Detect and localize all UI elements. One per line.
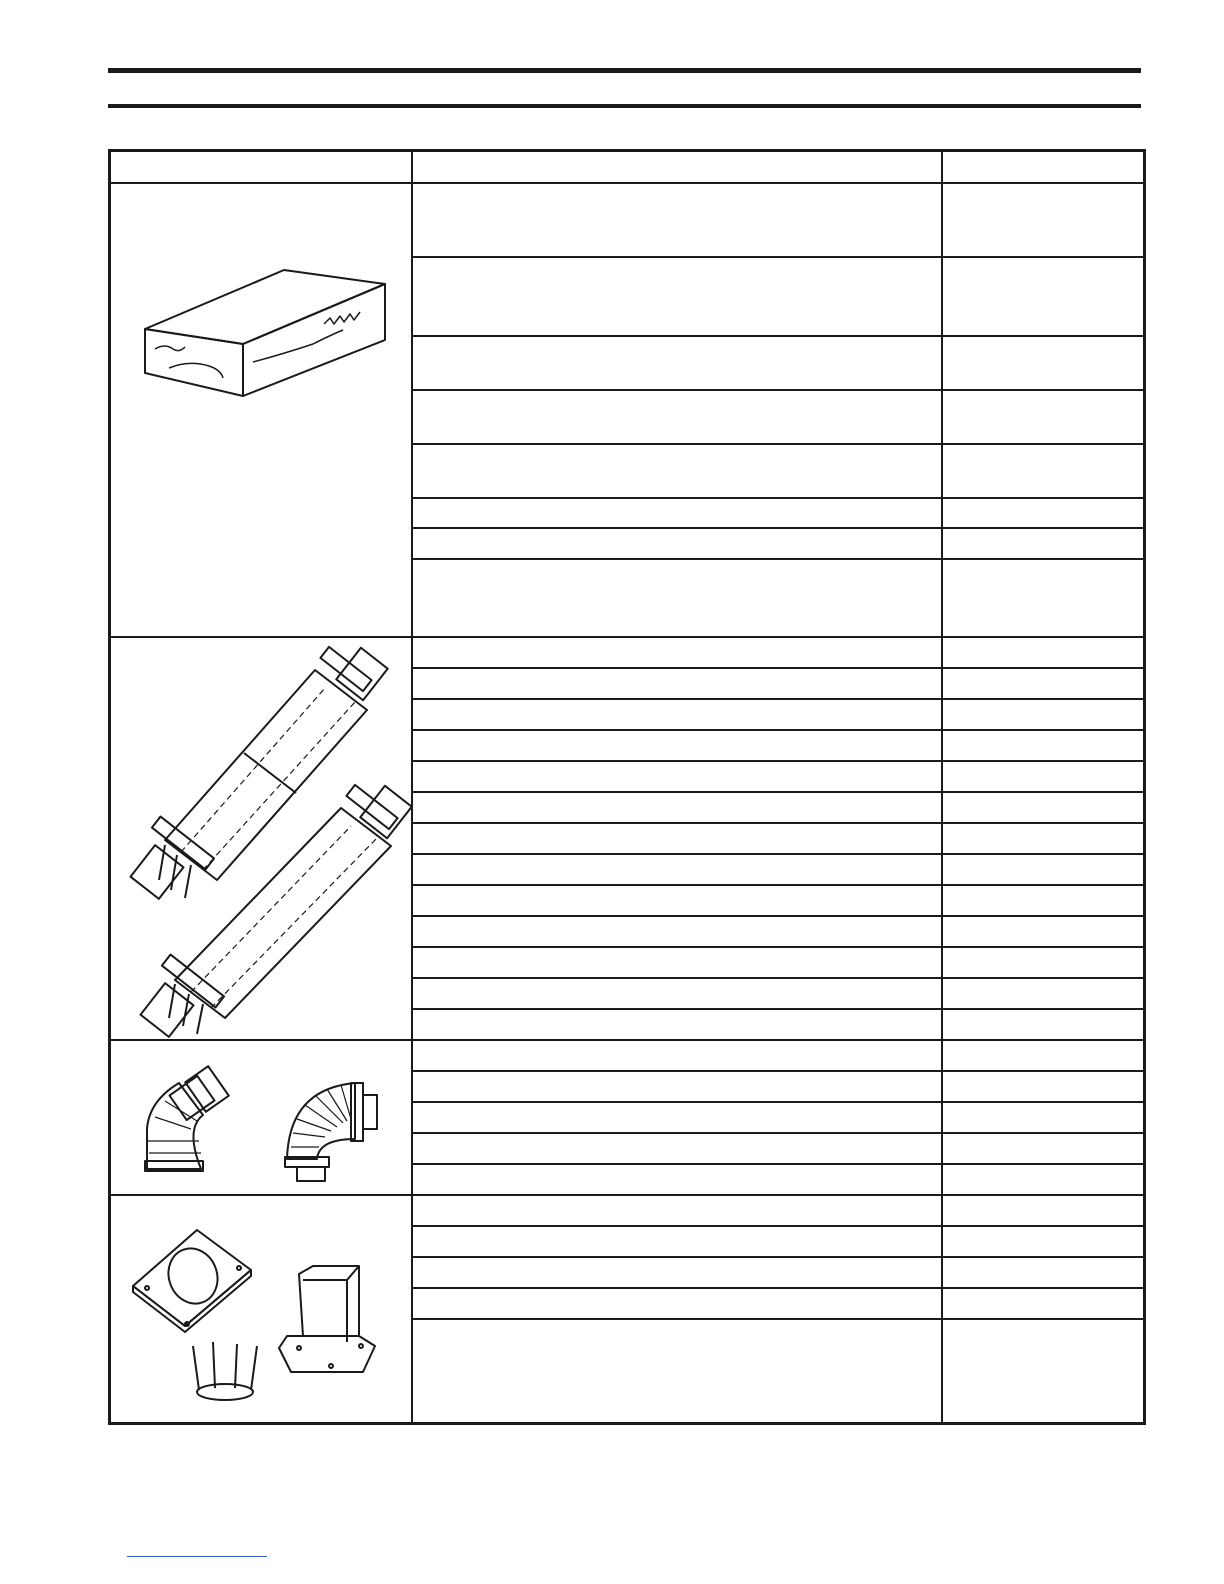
- row-part-number: [942, 390, 1145, 444]
- row-description: [412, 559, 942, 637]
- vent-pipe-sections-icon: [119, 640, 417, 1038]
- group-illustration: [110, 637, 412, 1040]
- header-description: [412, 151, 942, 184]
- row-description: [412, 1257, 942, 1288]
- row-description: [412, 1009, 942, 1040]
- table-row: [110, 1195, 1145, 1226]
- row-description: [412, 390, 942, 444]
- row-part-number: [942, 761, 1145, 792]
- row-part-number: [942, 1009, 1145, 1040]
- row-part-number: [942, 336, 1145, 390]
- group-illustration: [110, 183, 412, 637]
- row-description: [412, 1195, 942, 1226]
- row-part-number: [942, 183, 1145, 257]
- footer-link-underline[interactable]: [127, 1556, 267, 1557]
- row-description: [412, 1319, 942, 1423]
- row-part-number: [942, 1071, 1145, 1102]
- row-description: [412, 1164, 942, 1195]
- row-part-number: [942, 1164, 1145, 1195]
- row-part-number: [942, 947, 1145, 978]
- row-description: [412, 528, 942, 558]
- support-hardware-icon: [119, 1196, 417, 1422]
- row-description: [412, 637, 942, 668]
- row-part-number: [942, 1319, 1145, 1423]
- insulation-batt-icon: [119, 184, 417, 636]
- row-part-number: [942, 528, 1145, 558]
- parts-table: [108, 149, 1146, 1425]
- row-part-number: [942, 498, 1145, 528]
- row-part-number: [942, 730, 1145, 761]
- row-description: [412, 444, 942, 498]
- table-row: [110, 183, 1145, 257]
- row-description: [412, 183, 942, 257]
- row-description: [412, 1133, 942, 1164]
- row-part-number: [942, 257, 1145, 335]
- row-description: [412, 699, 942, 730]
- row-description: [412, 498, 942, 528]
- row-description: [412, 1040, 942, 1071]
- row-part-number: [942, 885, 1145, 916]
- row-part-number: [942, 1133, 1145, 1164]
- row-part-number: [942, 978, 1145, 1009]
- table-row: [110, 637, 1145, 668]
- row-part-number: [942, 559, 1145, 637]
- row-description: [412, 730, 942, 761]
- row-description: [412, 668, 942, 699]
- header-illustration: [110, 151, 412, 184]
- row-description: [412, 854, 942, 885]
- row-part-number: [942, 1226, 1145, 1257]
- row-description: [412, 916, 942, 947]
- row-part-number: [942, 823, 1145, 854]
- row-description: [412, 823, 942, 854]
- row-part-number: [942, 792, 1145, 823]
- row-description: [412, 1102, 942, 1133]
- table-header-row: [110, 151, 1145, 184]
- row-part-number: [942, 1288, 1145, 1319]
- row-description: [412, 1071, 942, 1102]
- row-description: [412, 792, 942, 823]
- row-description: [412, 257, 942, 335]
- row-description: [412, 978, 942, 1009]
- row-part-number: [942, 916, 1145, 947]
- row-part-number: [942, 1102, 1145, 1133]
- row-description: [412, 885, 942, 916]
- row-description: [412, 336, 942, 390]
- vent-elbows-icon: [119, 1043, 417, 1193]
- row-part-number: [942, 699, 1145, 730]
- row-description: [412, 1226, 942, 1257]
- header-part-number: [942, 151, 1145, 184]
- row-part-number: [942, 444, 1145, 498]
- group-illustration: [110, 1195, 412, 1424]
- header-rule-top: [108, 68, 1141, 73]
- group-illustration: [110, 1040, 412, 1195]
- row-part-number: [942, 668, 1145, 699]
- row-description: [412, 1288, 942, 1319]
- row-part-number: [942, 637, 1145, 668]
- row-part-number: [942, 854, 1145, 885]
- row-description: [412, 761, 942, 792]
- table-row: [110, 1040, 1145, 1071]
- row-part-number: [942, 1040, 1145, 1071]
- row-part-number: [942, 1195, 1145, 1226]
- row-description: [412, 947, 942, 978]
- row-part-number: [942, 1257, 1145, 1288]
- header-rule-bottom: [108, 104, 1141, 108]
